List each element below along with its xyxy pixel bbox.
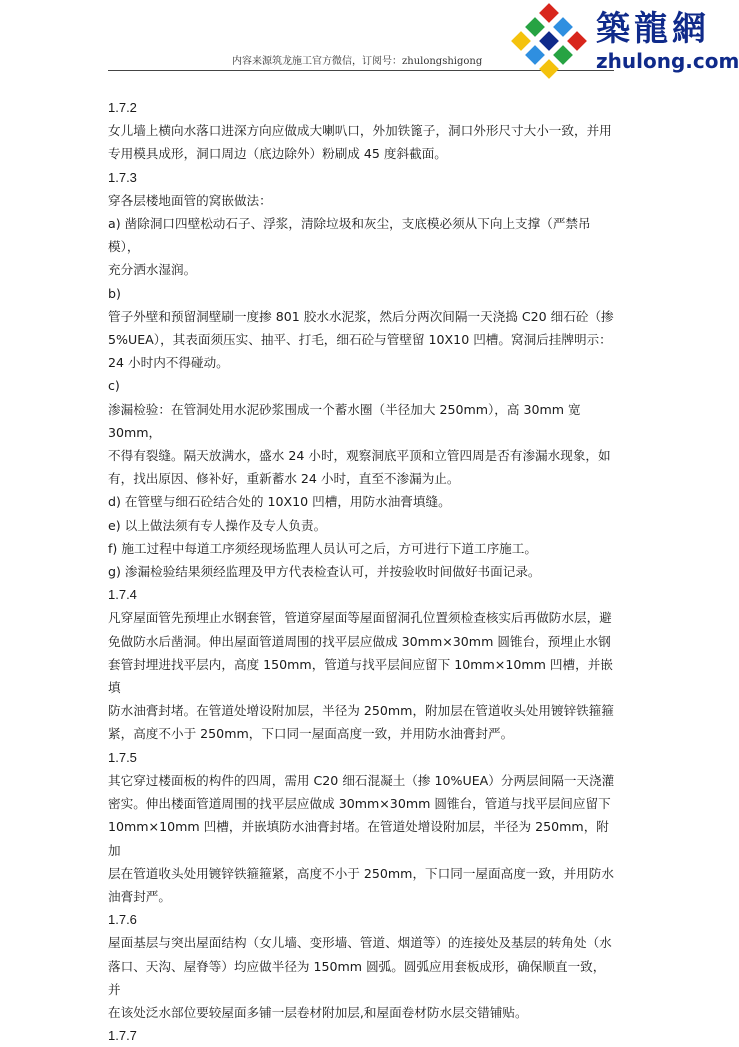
logo-domain: zhulong.com bbox=[596, 49, 739, 73]
body-line: 密实。伸出楼面管道周围的找平层应做成 30mm×30mm 圆锥台，管道与找平层间应留下 bbox=[108, 796, 611, 812]
section-heading: 1.7.5 bbox=[108, 749, 137, 765]
document-body bbox=[108, 96, 616, 1047]
body-line: 有，找出原因、修补好，重新蓄水 24 小时，直至不渗漏为止。 bbox=[108, 471, 460, 487]
body-line: 渗漏检验：在管洞处用水泥砂浆围成一个蓄水圈（半径加大 250mm），高 30mm 宽 30mm， bbox=[108, 401, 581, 440]
body-line: 套管封埋进找平层内，高度 150mm，管道与找平层间应留下 10mm×10mm 凹槽，并嵌填 bbox=[108, 656, 613, 696]
body-line: 其它穿过楼面板的构件的四周，需用 C20 细石混凝土（掺 10%UEA）分两层间隔一天浇灌 bbox=[108, 772, 615, 788]
body-line: 穿各层楼地面管的窝嵌做法： bbox=[108, 192, 272, 208]
body-line: 专用模具成形，洞口周边（底边除外）粉刷成 45 度斜截面。 bbox=[108, 146, 447, 162]
body-line: 凡穿屋面管先预埋止水钢套管，管道穿屋面等屋面留洞孔位置须检查核实后再做防水层，避 bbox=[108, 610, 612, 626]
list-item-c: c) bbox=[108, 378, 120, 394]
list-item-g: g) 渗漏检验结果须经监理及甲方代表检查认可，并按验收时间做好书面记录。 bbox=[108, 564, 541, 580]
list-item-a: a) 凿除洞口四壁松动石子、浮浆，清除垃圾和灰尘，支底模必须从下向上支撑（严禁吊模）， bbox=[108, 216, 591, 255]
logo-chinese-name: 築龍網 bbox=[596, 9, 710, 49]
section-heading: 1.7.2 bbox=[108, 100, 137, 115]
body-line: 充分洒水湿润。 bbox=[108, 262, 197, 278]
body-line: 紧，高度不小于 250mm，下口同一屋面高度一致，并用防水油膏封严。 bbox=[108, 726, 514, 742]
section-heading: 1.7.7 bbox=[108, 1028, 137, 1044]
body-line: 落口、天沟、屋脊等）均应做半径为 150mm 圆弧。圆弧应用套板成形，确保顺直一致，并 bbox=[108, 958, 606, 997]
list-item-f: f) 施工过程中每道工序须经现场监理人员认可之后，方可进行下道工序施工。 bbox=[108, 540, 537, 556]
logo-mark-icon bbox=[504, 2, 594, 84]
body-line: 10mm×10mm 凹槽，并嵌填防水油膏封堵。在管道处增设附加层，半径为 250mm，附加 bbox=[108, 819, 609, 858]
body-line: 层在管道收头处用镀锌铁箍箍紧，高度不小于 250mm，下口同一屋面高度一致，并用防水 bbox=[108, 865, 614, 881]
list-item-d: d) 在管壁与细石砼结合处的 10X10 凹槽，用防水油膏填缝。 bbox=[108, 494, 451, 510]
body-line: 24 小时内不得碰动。 bbox=[108, 355, 229, 371]
list-item-e: e) 以上做法须有专人操作及专人负责。 bbox=[108, 517, 327, 533]
list-item-b: b) bbox=[108, 285, 121, 301]
body-line: 防水油膏封堵。在管道处增设附加层，半径为 250mm，附加层在管道收头处用镀锌铁箍箍 bbox=[108, 703, 614, 719]
body-line: 油膏封严。 bbox=[108, 888, 171, 904]
body-line: 屋面基层与突出屋面结构（女儿墙、变形墙、管道、烟道等）的连接处及基层的转角处（水 bbox=[108, 935, 612, 951]
body-line: 女儿墙上横向水落口进深方向应做成大喇叭口，外加铁篦子，洞口外形尺寸大小一致，并用 bbox=[108, 123, 612, 139]
body-line: 管子外壁和预留洞壁刷一度掺 801 胶水水泥浆，然后分两次间隔一天浇捣 C20 细石砼（掺 bbox=[108, 308, 614, 324]
body-line: 5%UEA），其表面须压实、抽平、打毛，细石砼与管壁留 10X10 凹槽。窝洞后挂牌明示： bbox=[108, 332, 612, 348]
body-line: 在该处泛水部位要较屋面多铺一层卷材附加层,和屋面卷材防水层交错铺贴。 bbox=[108, 1004, 528, 1020]
section-heading: 1.7.6 bbox=[108, 912, 137, 928]
body-line: 不得有裂缝。隔天放满水，盛水 24 小时，观察洞底平顶和立管四周是否有渗漏水现象，如 bbox=[108, 448, 611, 464]
section-heading: 1.7.4 bbox=[108, 587, 137, 603]
zhulong-logo[interactable] bbox=[504, 2, 739, 84]
body-line: 免做防水后凿洞。伸出屋面管道周围的找平层应做成 30mm×30mm 圆锥台，预埋止水钢 bbox=[108, 633, 611, 649]
header-source-note: 内容来源筑龙施工官方微信，订阅号：zhulongshigong bbox=[232, 56, 483, 67]
section-heading: 1.7.3 bbox=[108, 169, 137, 185]
